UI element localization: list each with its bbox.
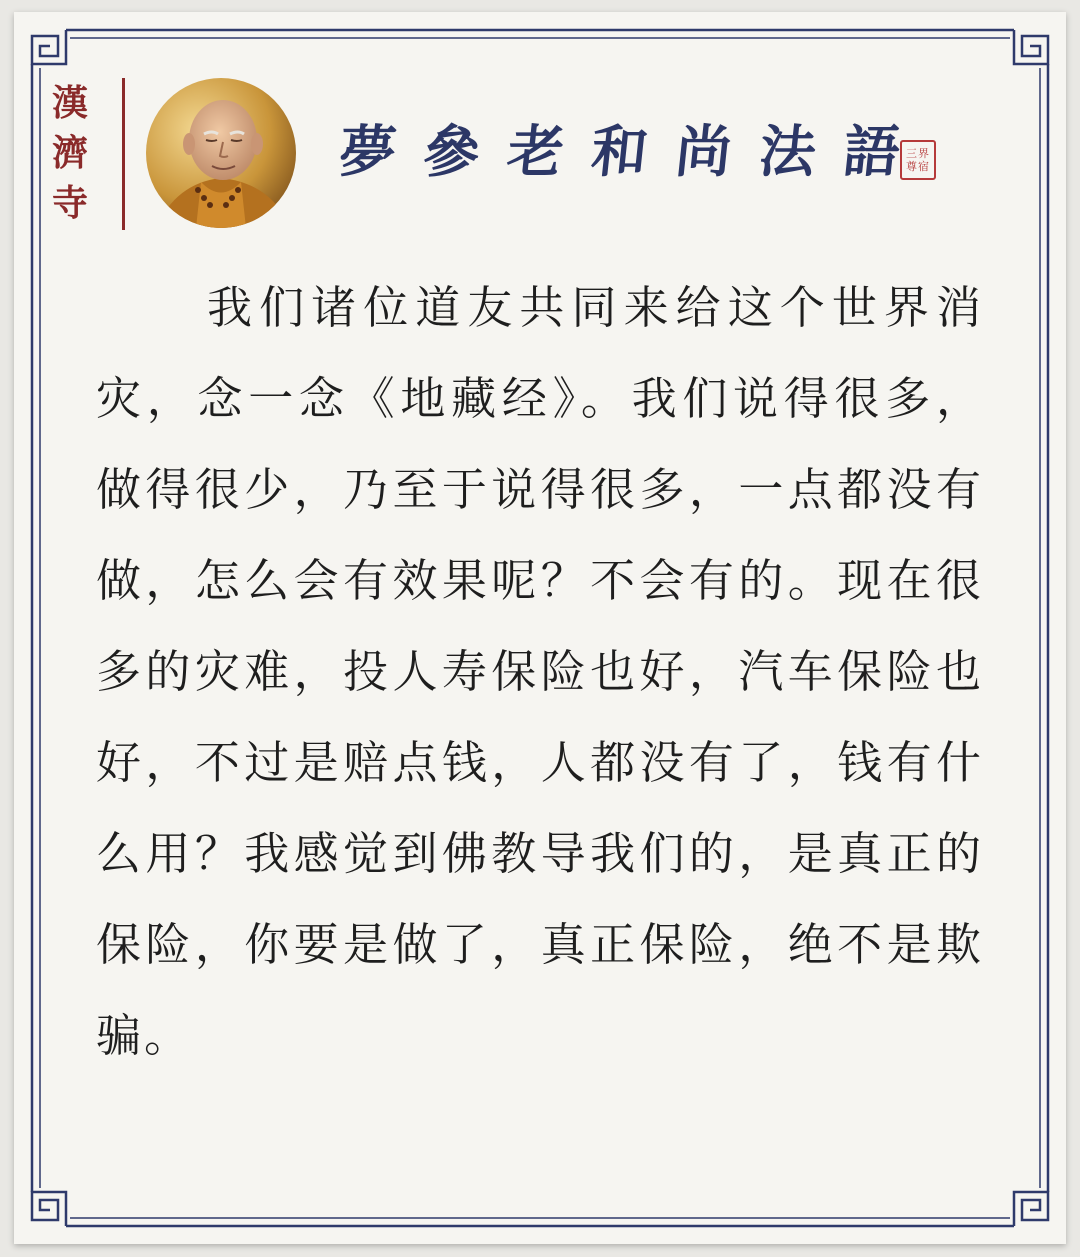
title-char: 老 xyxy=(504,119,568,185)
title-char: 參 xyxy=(420,119,484,185)
title-char: 尚 xyxy=(672,119,736,185)
title-char: 和 xyxy=(588,119,652,185)
temple-name xyxy=(50,78,90,228)
title-char: 語 xyxy=(840,119,904,185)
title-char: 法 xyxy=(756,119,820,185)
temple-name-char: 濟 xyxy=(51,132,88,174)
quote-paragraph: 我们诸位道友共同来给这个世界消灾，念一念《地藏经》。我们说得很多，做得很少，乃至于说得很多，一点都没有做，怎么会有效果呢？不会有的。现在很多的灾难，投人寿保险也好，汽车保险也好，不过是赔点钱，人都没有了，钱有什么用？我感觉到佛教导我们的，是真正的保险，你要是做了，真正保险，绝不是欺骗。 xyxy=(96,281,984,1062)
monk-portrait xyxy=(146,78,296,228)
temple-name-char: 漢 xyxy=(51,82,88,124)
temple-name-char: 寺 xyxy=(51,182,88,224)
page-title xyxy=(336,108,904,188)
seal-stamp-icon: 三界 尊宿 xyxy=(900,140,936,180)
vertical-divider xyxy=(122,78,125,230)
title-char: 夢 xyxy=(336,119,400,185)
